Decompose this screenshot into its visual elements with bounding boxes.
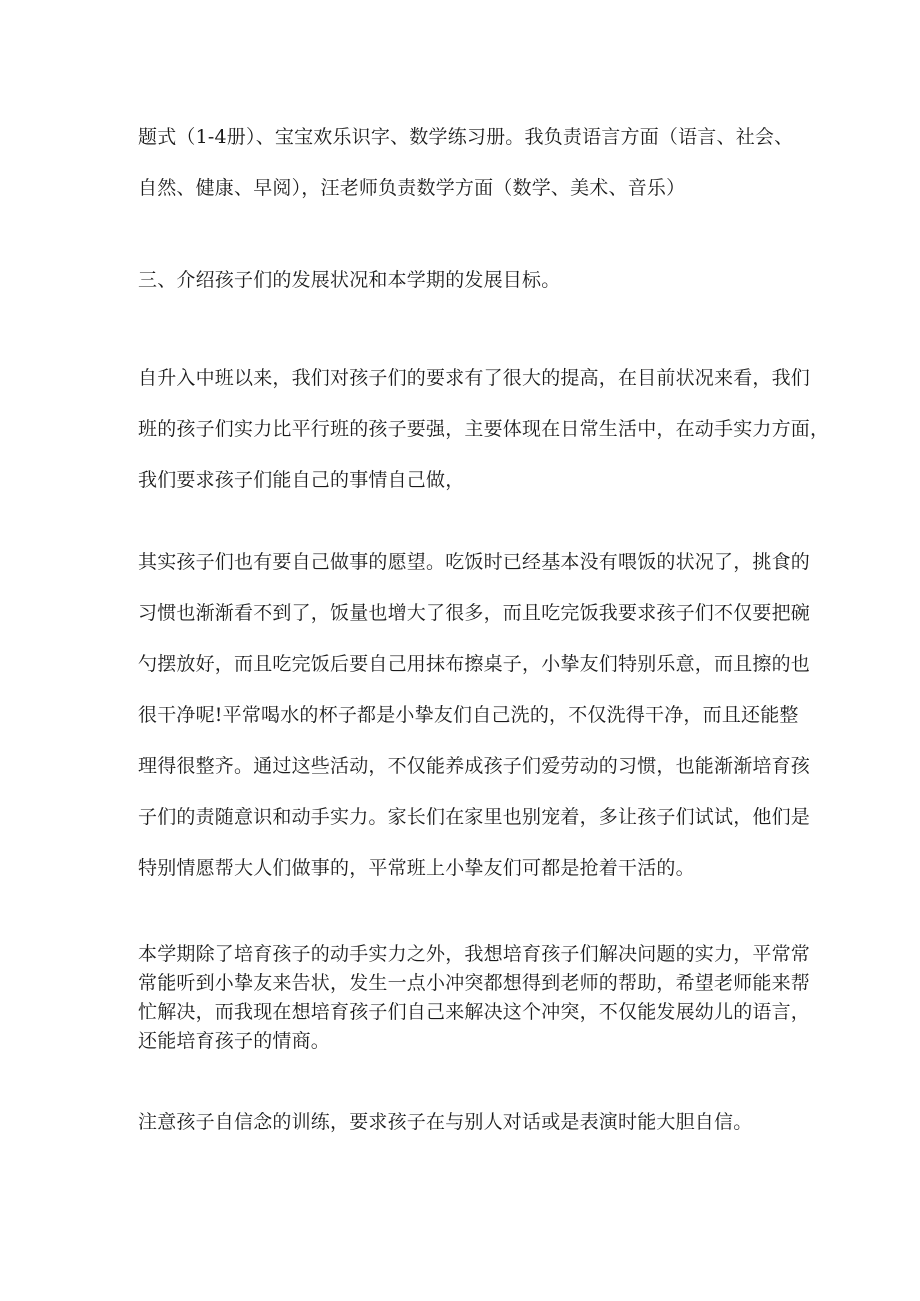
text-line: 班的孩子们实力比平行班的孩子要强，主要体现在日常生活中，在动手实力方面， bbox=[138, 418, 830, 440]
text-line: 子们的责随意识和动手实力。家长们在家里也别宠着，多让孩子们试试，他们是 bbox=[138, 806, 811, 828]
paragraph-confidence bbox=[138, 1108, 788, 1137]
text-line: 自升入中班以来，我们对孩子们的要求有了很大的提高，在目前状况来看，我们 bbox=[138, 367, 811, 389]
text-line: 注意孩子自信念的训练，要求孩子在与别人对话或是表演时能大胆自信。 bbox=[138, 1111, 753, 1133]
section-heading bbox=[138, 255, 788, 306]
text-line: 常能听到小挚友来告状，发生一点小冲突都想得到老师的帮助，希望老师能来帮 bbox=[138, 972, 811, 994]
text-line: 勺摆放好，而且吃完饭后要自己用抹布擦桌子，小挚友们特别乐意，而且擦的也 bbox=[138, 653, 811, 675]
paragraph-self-care bbox=[138, 537, 811, 894]
text-line: 自然、健康、早阅），汪老师负责数学方面（数学、美术、音乐） bbox=[138, 177, 686, 199]
text-line: 我们要求孩子们能自己的事情自己做， bbox=[138, 469, 465, 491]
text-line: 理得很整齐。通过这些活动，不仅能养成孩子们爱劳动的习惯，也能渐渐培育孩 bbox=[138, 755, 811, 777]
text-line: 其实孩子们也有要自己做事的愿望。吃饭时已经基本没有喂饭的状况了，挑食的 bbox=[138, 551, 811, 573]
text-line: 题式（1-4册）、宝宝欢乐识字、数学练习册。我负责语言方面（语言、社会、 bbox=[138, 126, 794, 148]
text-line: 本学期除了培育孩子的动手实力之外，我想培育孩子们解决问题的实力，平常常 bbox=[138, 943, 811, 965]
text-line: 还能培育孩子的情商。 bbox=[138, 1030, 331, 1052]
text-line: 很干净呢!平常喝水的杯子都是小挚友们自己洗的，不仅洗得干净，而且还能整 bbox=[138, 704, 799, 726]
paragraph-progress bbox=[138, 353, 830, 506]
text-line: 三、介绍孩子们的发展状况和本学期的发展目标。 bbox=[138, 269, 561, 291]
text-line: 特别情愿帮大人们做事的，平常班上小挚友们可都是抢着干活的。 bbox=[138, 857, 695, 879]
paragraph-problem-solving bbox=[138, 940, 811, 1056]
paragraph-materials bbox=[138, 112, 794, 214]
text-line: 习惯也渐渐看不到了，饭量也增大了很多，而且吃完饭我要求孩子们不仅要把碗 bbox=[138, 602, 811, 624]
text-line: 忙解决，而我现在想培育孩子们自己来解决这个冲突，不仅能发展幼儿的语言， bbox=[138, 1001, 811, 1023]
